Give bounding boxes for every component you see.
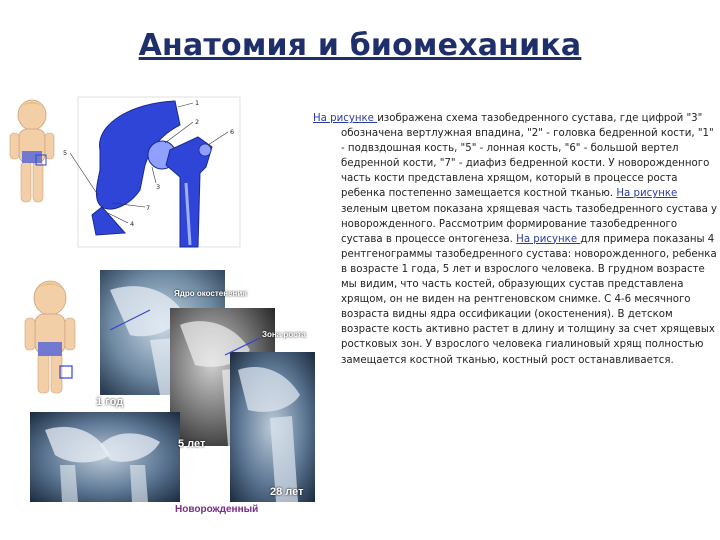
diagram-label-5: 5	[63, 149, 68, 157]
label-newborn: Новорожденный	[175, 504, 259, 515]
label-nucleus: Ядро окостенения	[174, 289, 247, 298]
text-segment-3: для примера показаны 4 рентгенограммы тазобедренного сустава: новорожденного, ребенка в возрасте 1 года, 5 лет и взрослого человека. В грудном возрасте мы видим, что часть костей, образующих сустав представлена хрящом, он не виден на рентгеновском снимке. С 4-6 месячного возраста видны ядра оссификации (окостенения). В детском возрасте кость активно растет в длину и толщину за счет хрящевых ростковых зон. У взрослого человека гиалиновый хрящ полностью замещается костной тканью, костный рост останавливается.	[341, 233, 717, 366]
text-segment-2: зеленым цветом показана хрящевая часть тазобедренного сустава у новорожденного. Рассмотрим формирование тазобедренного сустава в процессе онтогенеза.	[341, 203, 718, 245]
text-segment-1: изображена схема тазобедренного сустава, где цифрой "3" обозначена вертлужная впадина, "2" - головка бедренной кости, "1" - подвздошная кость, "5" - лонная кость, "6" - большой вертел бедренной кости, "7" - диафиз бедренной кости. У новорожденного часть кости представлена хрящом, который в процессе роста ребенка постепенно замещается костной тканью.	[341, 113, 714, 200]
figure-link-1[interactable]: На рисунке	[313, 113, 378, 124]
description-text	[313, 111, 718, 368]
diagram-label-3: 3	[156, 183, 161, 191]
slide-title: Анатомия и биомеханика	[138, 28, 582, 63]
xray-composite	[0, 270, 315, 532]
figure-link-3[interactable]: На рисунке	[516, 233, 581, 245]
diagram-label-4: 4	[130, 220, 135, 228]
hip-anatomy-illustration	[0, 95, 250, 255]
diagram-label-6: 6	[230, 128, 235, 136]
child-figure-icon	[10, 100, 54, 202]
diagram-label-1: 1	[195, 99, 200, 107]
diagram-label-7: 7	[146, 204, 151, 212]
diagram-label-2: 2	[195, 118, 200, 126]
label-28-years: 28 лет	[270, 486, 304, 498]
label-1-year: 1 год	[96, 396, 124, 408]
label-growth-zone: Зона роста	[262, 330, 306, 339]
label-5-years: 5 лет	[178, 438, 206, 450]
figure-link-2[interactable]: На рисунке	[616, 188, 678, 200]
child-figure-2-icon	[25, 281, 75, 393]
